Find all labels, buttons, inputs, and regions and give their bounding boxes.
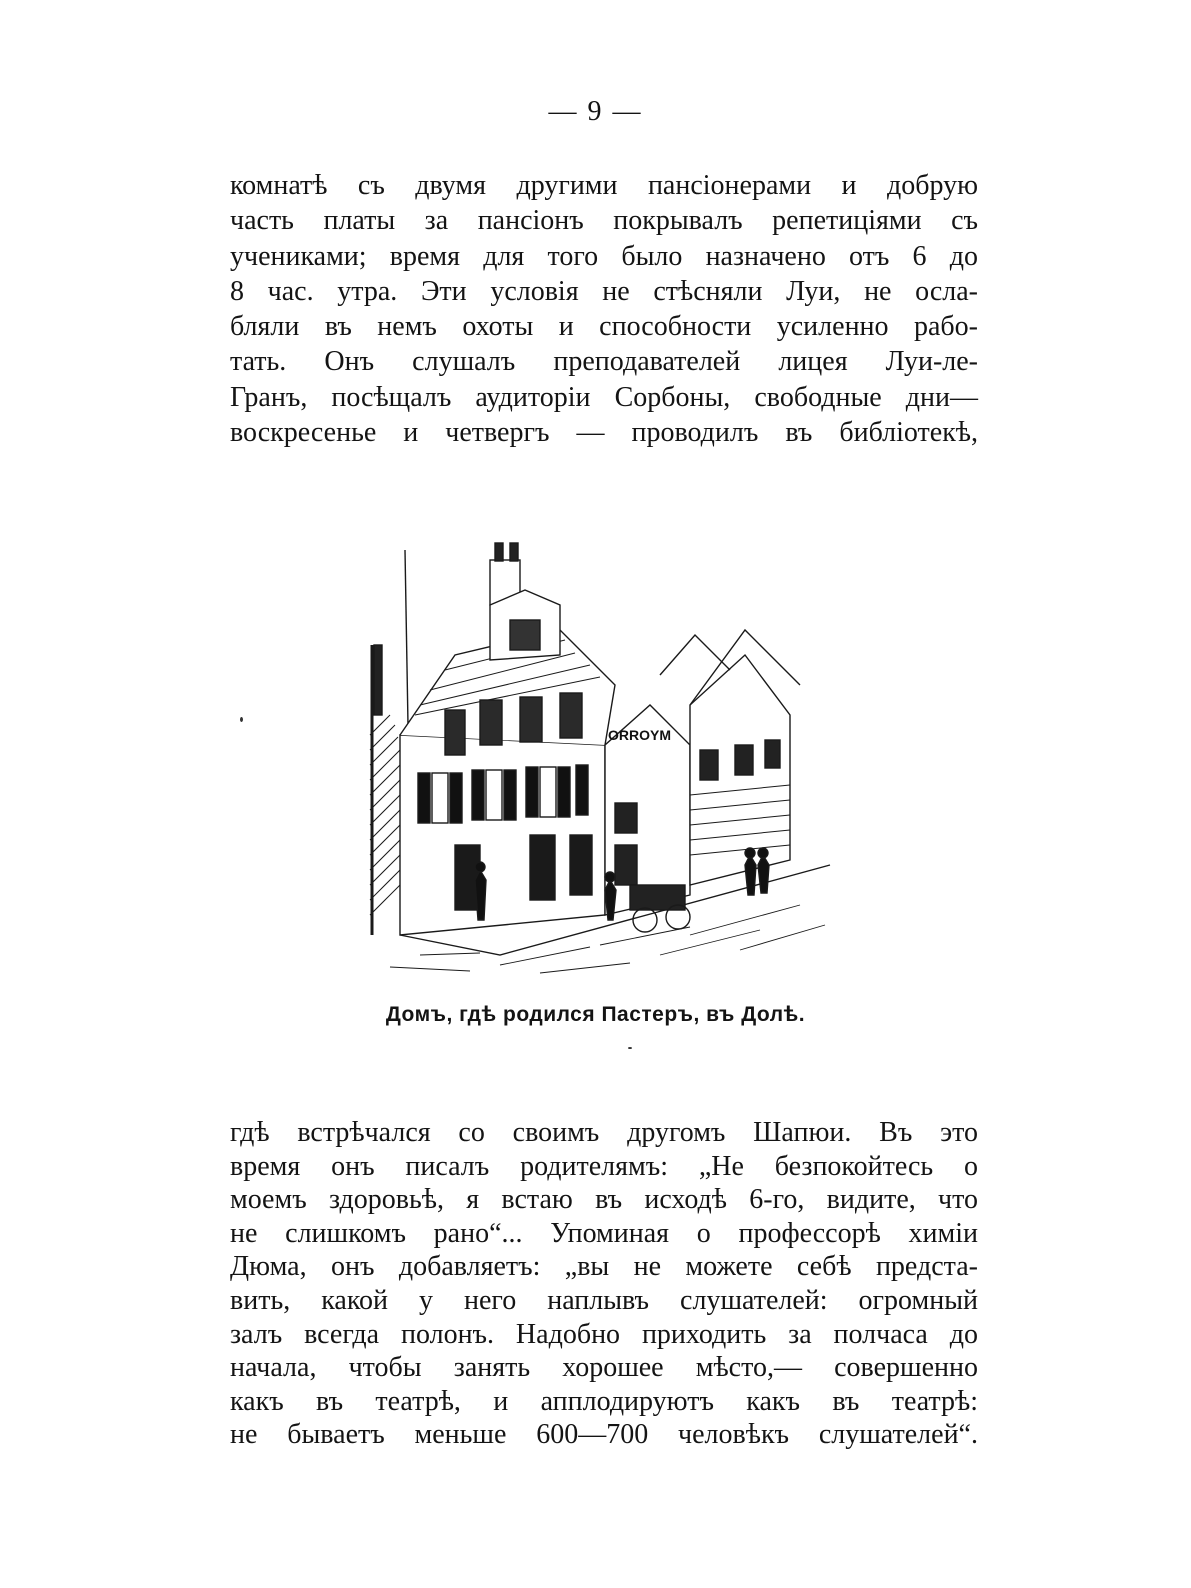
text-line: не слишкомъ рано“... Упоминая о профессорѣ химіи — [230, 1217, 978, 1249]
page-number: — 9 — — [548, 96, 643, 127]
ink-speck — [628, 1047, 632, 1049]
text-line: не бываетъ меньше 600—700 человѣкъ слушателей“. — [230, 1419, 978, 1451]
body-text-top — [230, 168, 978, 450]
illustration-house — [360, 535, 832, 980]
text-line: тать. Онъ слушалъ преподавателей лицея Луи-ле- — [230, 346, 978, 378]
text-line: гдѣ встрѣчался со своимъ другомъ Шапюи. Въ это — [230, 1117, 978, 1148]
shop-sign-text: ORROYM — [608, 727, 671, 743]
text-line: часть платы за пансіонъ покрывалъ репетиціями съ — [230, 205, 978, 237]
text-line: вить, какой у него наплывъ слушателей: огромный — [230, 1284, 978, 1316]
text-line: воскресенье и четвергъ — проводилъ въ библіотекѣ, — [230, 417, 978, 449]
text-line: комнатѣ съ двумя другими пансіонерами и добрую — [230, 170, 978, 201]
house-engraving — [360, 535, 832, 980]
text-line: Гранъ, посѣщалъ аудиторіи Сорбоны, свободные дни— — [230, 381, 978, 413]
text-line: моемъ здоровьѣ, я встаю въ исходѣ 6-го, видите, что — [230, 1184, 978, 1216]
figure-caption: Домъ, гдѣ родился Пастеръ, въ Долѣ. — [385, 1003, 806, 1026]
text-line: залъ всегда полонъ. Надобно приходить за полчаса до — [230, 1318, 978, 1350]
text-line: начала, чтобы занять хорошее мѣсто,— совершенно — [230, 1352, 978, 1384]
ink-speck — [240, 717, 243, 722]
body-text-bottom — [230, 1116, 978, 1452]
text-line: Дюма, онъ добавляетъ: „вы не можете себѣ предста- — [230, 1251, 978, 1283]
text-line: 8 час. утра. Эти условія не стѣсняли Луи, не осла- — [230, 275, 978, 307]
text-line: бляли въ немъ охоты и способности усиленно рабо- — [230, 311, 978, 343]
text-line: время онъ писалъ родителямъ: „Не безпокойтесь о — [230, 1150, 978, 1182]
text-line: учениками; время для того было назначено отъ 6 до — [230, 240, 978, 272]
text-line: какъ въ театрѣ, и апплодируютъ какъ въ театрѣ: — [230, 1385, 978, 1417]
